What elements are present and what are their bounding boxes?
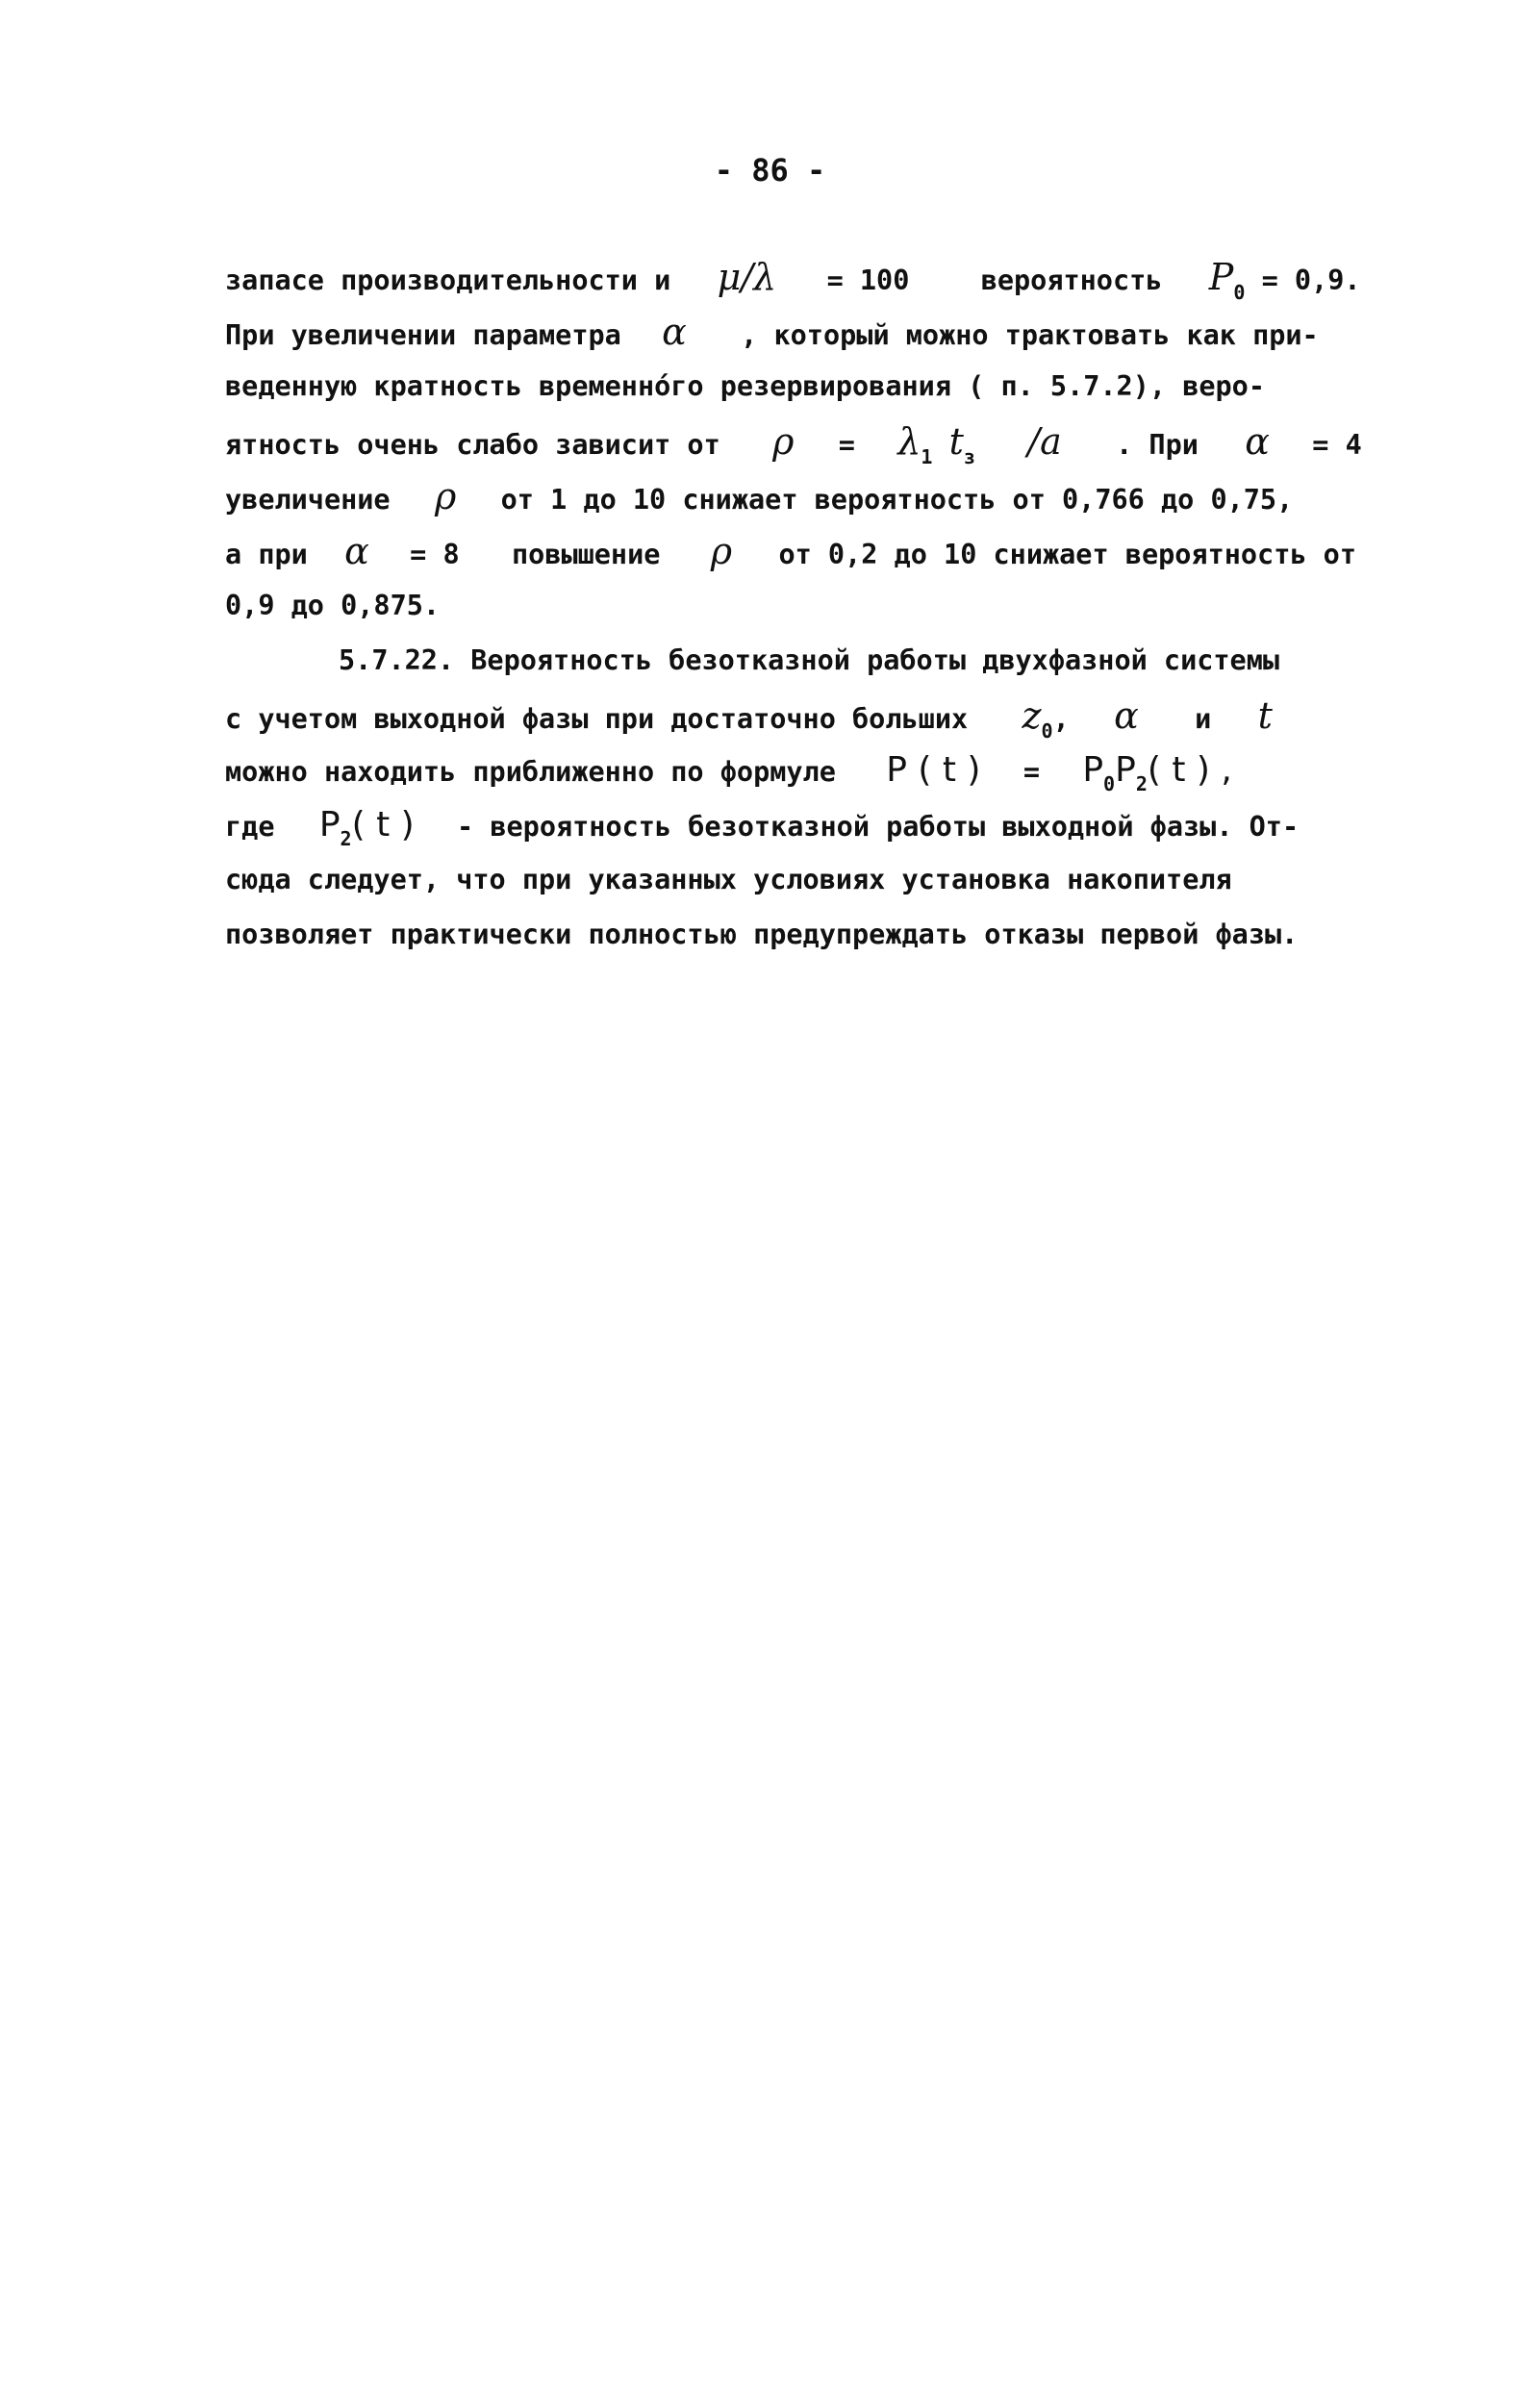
text: 0,9 до 0,875. xyxy=(225,590,441,621)
text: . При xyxy=(1116,429,1199,461)
symbol-t: t xyxy=(1257,694,1273,737)
symbol-p: P xyxy=(1208,256,1234,298)
symbol-z: z xyxy=(1022,694,1042,737)
subscript: 0 xyxy=(1041,719,1053,743)
text: и xyxy=(1195,703,1212,735)
subscript: 0 xyxy=(1103,772,1116,795)
symbol-p: P xyxy=(1115,750,1136,790)
paragraph-line xyxy=(339,642,1279,680)
text: где xyxy=(225,811,275,843)
text: = 0,9. xyxy=(1261,265,1361,296)
paragraph-line xyxy=(225,367,1265,406)
text: = xyxy=(838,429,855,461)
text: от 1 до 10 снижает вероятность от 0,766 до 0,75, xyxy=(500,484,1294,516)
formula-p-of-t: P ( t ) xyxy=(886,750,981,790)
text: = xyxy=(1022,756,1040,788)
paragraph-line xyxy=(225,587,440,625)
formula-of-t: ( t ) xyxy=(351,805,415,844)
paragraph-line xyxy=(225,313,1319,351)
symbol-t: t xyxy=(948,420,964,463)
symbol-rho: ρ xyxy=(434,475,457,517)
paragraph-line xyxy=(225,916,1298,954)
text: При увеличении параметра xyxy=(225,319,621,351)
subscript: 2 xyxy=(340,827,352,850)
text: - вероятность безотказной работы выходной фазы. От- xyxy=(457,811,1300,843)
subscript: з xyxy=(963,445,975,468)
text: а при xyxy=(225,539,308,570)
subscript: 1 xyxy=(921,445,933,468)
paragraph-line xyxy=(225,477,1293,516)
text: вероятность xyxy=(980,265,1163,296)
symbol-rho: ρ xyxy=(772,420,795,463)
section-heading-text: 5.7.22. Вероятность безотказной работы двухфазной системы xyxy=(339,644,1280,676)
text: позволяет практически полностью предупреждать отказы первой фазы. xyxy=(225,919,1299,950)
symbol-rho: ρ xyxy=(710,530,733,572)
text: от 0,2 до 10 снижает вероятность от xyxy=(778,539,1356,570)
text: веденную кратность временно́го резервирования ( п. 5.7.2), веро- xyxy=(225,370,1265,402)
formula-mu-over-lambda: μ/λ xyxy=(717,256,777,298)
paragraph-line xyxy=(225,532,1356,570)
text: запасе производительности и xyxy=(225,265,671,296)
symbol-alpha: α xyxy=(662,311,687,353)
formula-over-a: /a xyxy=(1027,420,1062,463)
text: увеличение xyxy=(225,484,391,516)
text: = 100 xyxy=(826,265,910,296)
paragraph-line xyxy=(225,805,1300,850)
paragraph-line xyxy=(225,420,1362,468)
subscript: 2 xyxy=(1135,772,1148,795)
text: повышение xyxy=(511,539,661,570)
text: можно находить приближенно по формуле xyxy=(225,756,836,788)
text: ятность очень слабо зависит от xyxy=(225,429,720,461)
paragraph-line xyxy=(225,861,1232,899)
text: = 8 xyxy=(410,539,460,570)
symbol-p: P xyxy=(1082,750,1104,790)
symbol-lambda: λ xyxy=(897,420,921,463)
page-number: - 86 - xyxy=(714,152,826,189)
text: , xyxy=(1052,703,1070,735)
paragraph-line xyxy=(225,694,1273,743)
formula-of-t: ( t ) , xyxy=(1147,750,1232,790)
paragraph-line xyxy=(225,256,1361,304)
paragraph-line xyxy=(225,750,1232,795)
text: сюда следует, что при указанных условиях установка накопителя xyxy=(225,864,1232,895)
text: с учетом выходной фазы при достаточно больших xyxy=(225,703,969,735)
symbol-p: P xyxy=(318,805,341,844)
symbol-alpha: α xyxy=(1245,420,1270,463)
text: , который можно трактовать как при- xyxy=(741,319,1319,351)
symbol-alpha: α xyxy=(344,530,369,572)
symbol-alpha: α xyxy=(1114,694,1139,737)
subscript: 0 xyxy=(1233,281,1246,304)
text: = 4 xyxy=(1312,429,1362,461)
